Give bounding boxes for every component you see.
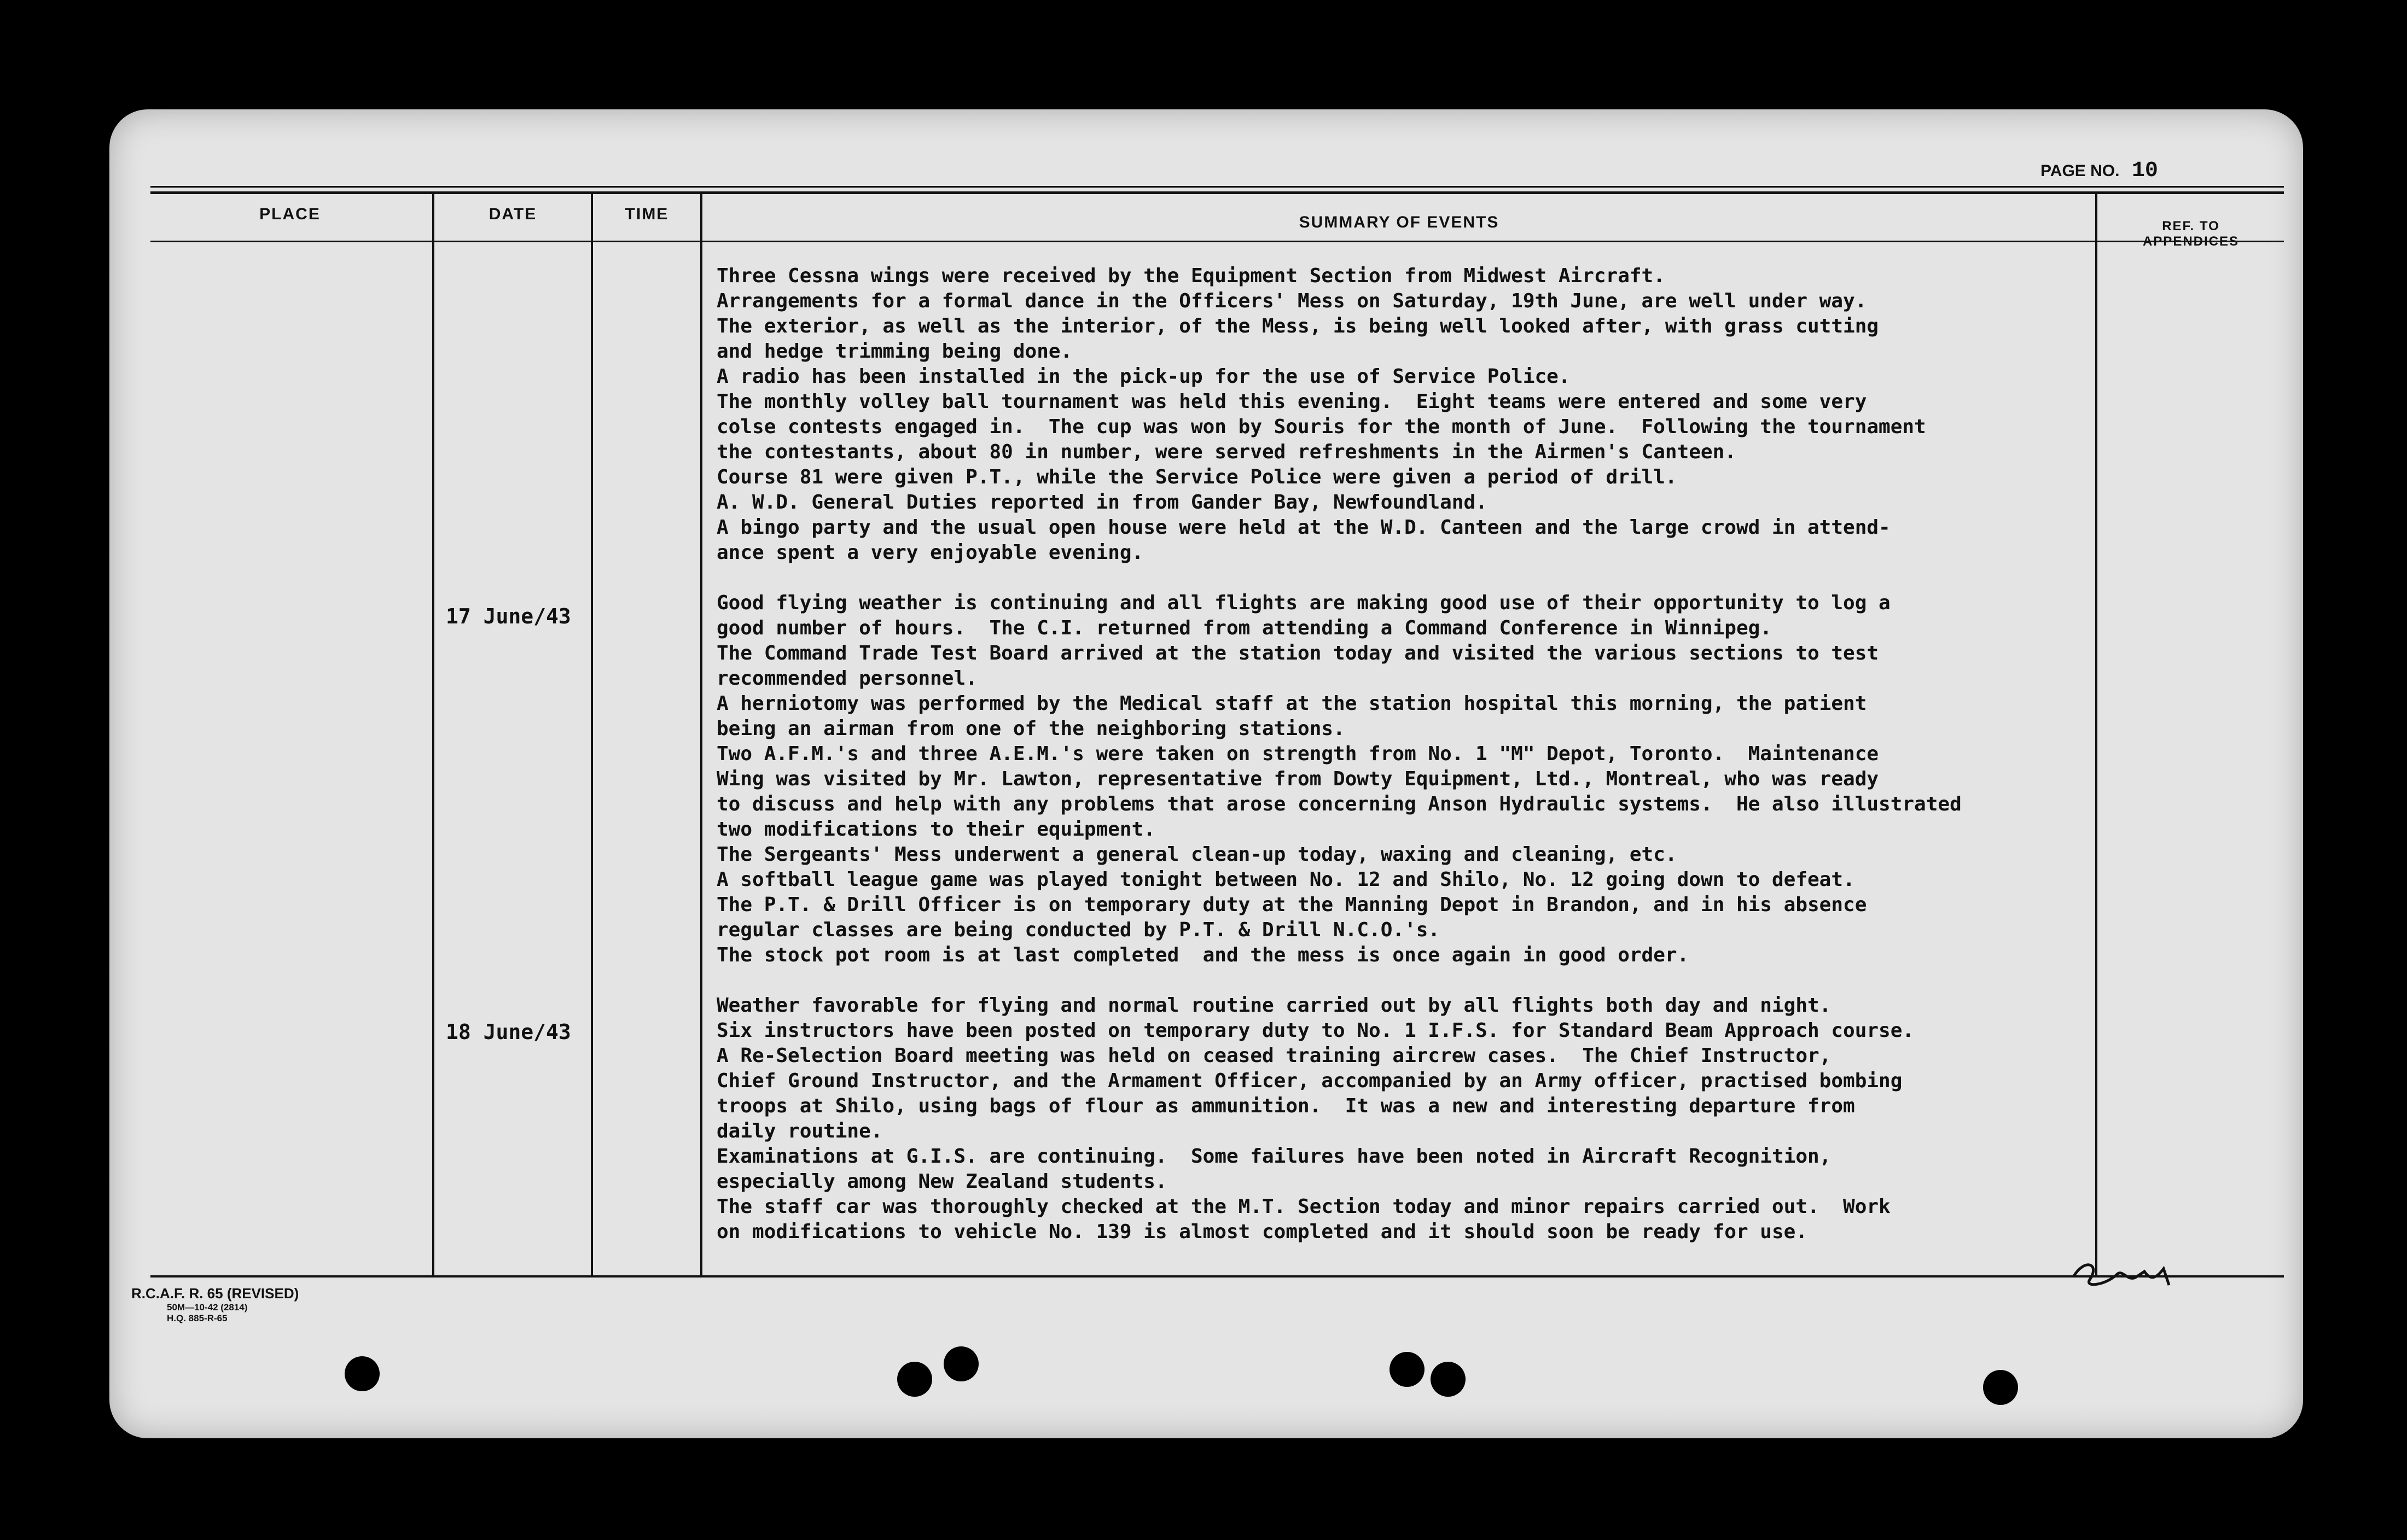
column-header-ref-line1: REF. TO — [2162, 219, 2220, 234]
event-line: The P.T. & Drill Officer is on temporary duty at the Manning Depot in Brandon, and in his absence — [717, 894, 1867, 916]
page-number — [2040, 159, 2158, 183]
column-header-place: PLACE — [259, 205, 321, 223]
event-line: A Re-Selection Board meeting was held on ceased training aircrew cases. The Chief Instructor, — [717, 1045, 1832, 1067]
form-identification — [131, 1285, 299, 1324]
top-rule-thick — [150, 191, 2284, 194]
event-line: good number of hours. The C.I. returned from attending a Command Conference in Winnipeg. — [717, 617, 1772, 639]
event-line: Good flying weather is continuing and all flights are making good use of their opportunity to log a — [717, 592, 1891, 614]
page-number-value: 10 — [2131, 159, 2158, 183]
event-line: A herniotomy was performed by the Medical staff at the station hospital this morning, the patient — [717, 692, 1867, 715]
initials-signature — [2068, 1247, 2177, 1296]
event-line: especially among New Zealand students. — [717, 1170, 1167, 1193]
column-rule-date-time — [591, 191, 593, 1275]
date-entry-18-june: 18 June/43 — [446, 1020, 571, 1044]
event-line: Wing was visited by Mr. Lawton, representative from Dowty Equipment, Ltd., Montreal, who was ready — [717, 768, 1879, 790]
punch-hole — [897, 1362, 932, 1397]
column-rule-time-summary — [700, 191, 702, 1275]
event-line: Examinations at G.I.S. are continuing. Some failures have been noted in Aircraft Recognition, — [717, 1145, 1832, 1168]
column-header-ref-line2: APPENDICES — [2142, 234, 2240, 249]
event-line: Course 81 were given P.T., while the Service Police were given a period of drill. — [717, 466, 1677, 488]
event-line: on modifications to vehicle No. 139 is almost completed and it should soon be ready for use. — [717, 1221, 1807, 1243]
event-line: Two A.F.M.'s and three A.E.M.'s were taken on strength from No. 1 "M" Depot, Toronto. Maintenance — [717, 743, 1879, 765]
event-line: being an airman from one of the neighboring stations. — [717, 718, 1345, 740]
event-line: colse contests engaged in. The cup was won by Souris for the month of June. Following the tournament — [717, 416, 1926, 438]
column-header-date: DATE — [489, 205, 537, 223]
punch-hole — [944, 1346, 979, 1381]
event-line: Chief Ground Instructor, and the Armament Officer, accompanied by an Army officer, practised bombing — [717, 1070, 1903, 1092]
event-spacer — [717, 565, 2205, 591]
event-line: and hedge trimming being done. — [717, 340, 1073, 363]
top-rule-thin — [150, 186, 2284, 188]
punch-hole — [1389, 1352, 1425, 1387]
event-line: The staff car was thoroughly checked at the M.T. Section today and minor repairs carried out. Work — [717, 1195, 1891, 1218]
form-number: R.C.A.F. R. 65 (REVISED) — [131, 1285, 299, 1302]
event-line: troops at Shilo, using bags of flour as ammunition. It was a new and interesting departure from — [717, 1095, 1855, 1117]
event-line: The Sergeants' Mess underwent a general clean-up today, waxing and cleaning, etc. — [717, 843, 1677, 866]
event-line: The exterior, as well as the interior, of the Mess, is being well looked after, with grass cutting — [717, 315, 1879, 337]
event-spacer — [717, 968, 2205, 993]
event-line: two modifications to their equipment. — [717, 818, 1155, 841]
event-line: the contestants, about 80 in number, were served refreshments in the Airmen's Canteen. — [717, 441, 1736, 463]
event-line: to discuss and help with any problems that arose concerning Anson Hydraulic systems. He also illustrated — [717, 793, 1962, 815]
event-line: A bingo party and the usual open house were held at the W.D. Canteen and the large crowd in attend- — [717, 516, 1891, 539]
event-line: daily routine. — [717, 1120, 883, 1142]
event-line: Three Cessna wings were received by the Equipment Section from Midwest Aircraft. — [717, 265, 1665, 287]
punch-hole — [1983, 1370, 2018, 1405]
event-line: ance spent a very enjoyable evening. — [717, 541, 1144, 564]
header-bottom-rule — [150, 241, 2284, 242]
event-line: regular classes are being conducted by P.T. & Drill N.C.O.'s. — [717, 919, 1440, 941]
date-entry-17-june: 17 June/43 — [446, 604, 571, 628]
column-rule-place-date — [432, 191, 434, 1275]
event-line: A. W.D. General Duties reported in from Gander Bay, Newfoundland. — [717, 491, 1487, 514]
event-line: Six instructors have been posted on temporary duty to No. 1 I.F.S. for Standard Beam Approach course. — [717, 1019, 1915, 1042]
diary-sheet — [109, 109, 2303, 1438]
event-line: recommended personnel. — [717, 667, 978, 690]
event-line: A radio has been installed in the pick-up for the use of Service Police. — [717, 365, 1571, 388]
column-header-time: TIME — [625, 205, 669, 223]
page-number-label: PAGE NO. — [2040, 162, 2120, 180]
summary-of-events — [717, 264, 2205, 1245]
event-line: Arrangements for a formal dance in the Officers' Mess on Saturday, 19th June, are well under way. — [717, 290, 1867, 312]
event-line: The Command Trade Test Board arrived at the station today and visited the various sections to test — [717, 642, 1879, 664]
event-line: A softball league game was played tonight between No. 12 and Shilo, No. 12 going down to defeat. — [717, 868, 1855, 891]
punch-hole — [1431, 1362, 1466, 1397]
event-line: Weather favorable for flying and normal routine carried out by all flights both day and night. — [717, 994, 1832, 1017]
form-print-code: 50M—10-42 (2814) — [167, 1302, 248, 1312]
column-header-summary: SUMMARY OF EVENTS — [1299, 213, 1499, 231]
punch-hole — [345, 1356, 380, 1391]
event-line: The stock pot room is at last completed and the mess is once again in good order. — [717, 944, 1689, 966]
form-hq-code: H.Q. 885-R-65 — [167, 1313, 228, 1323]
footer-rule — [150, 1275, 2284, 1278]
event-line: The monthly volley ball tournament was held this evening. Eight teams were entered and some very — [717, 390, 1867, 413]
